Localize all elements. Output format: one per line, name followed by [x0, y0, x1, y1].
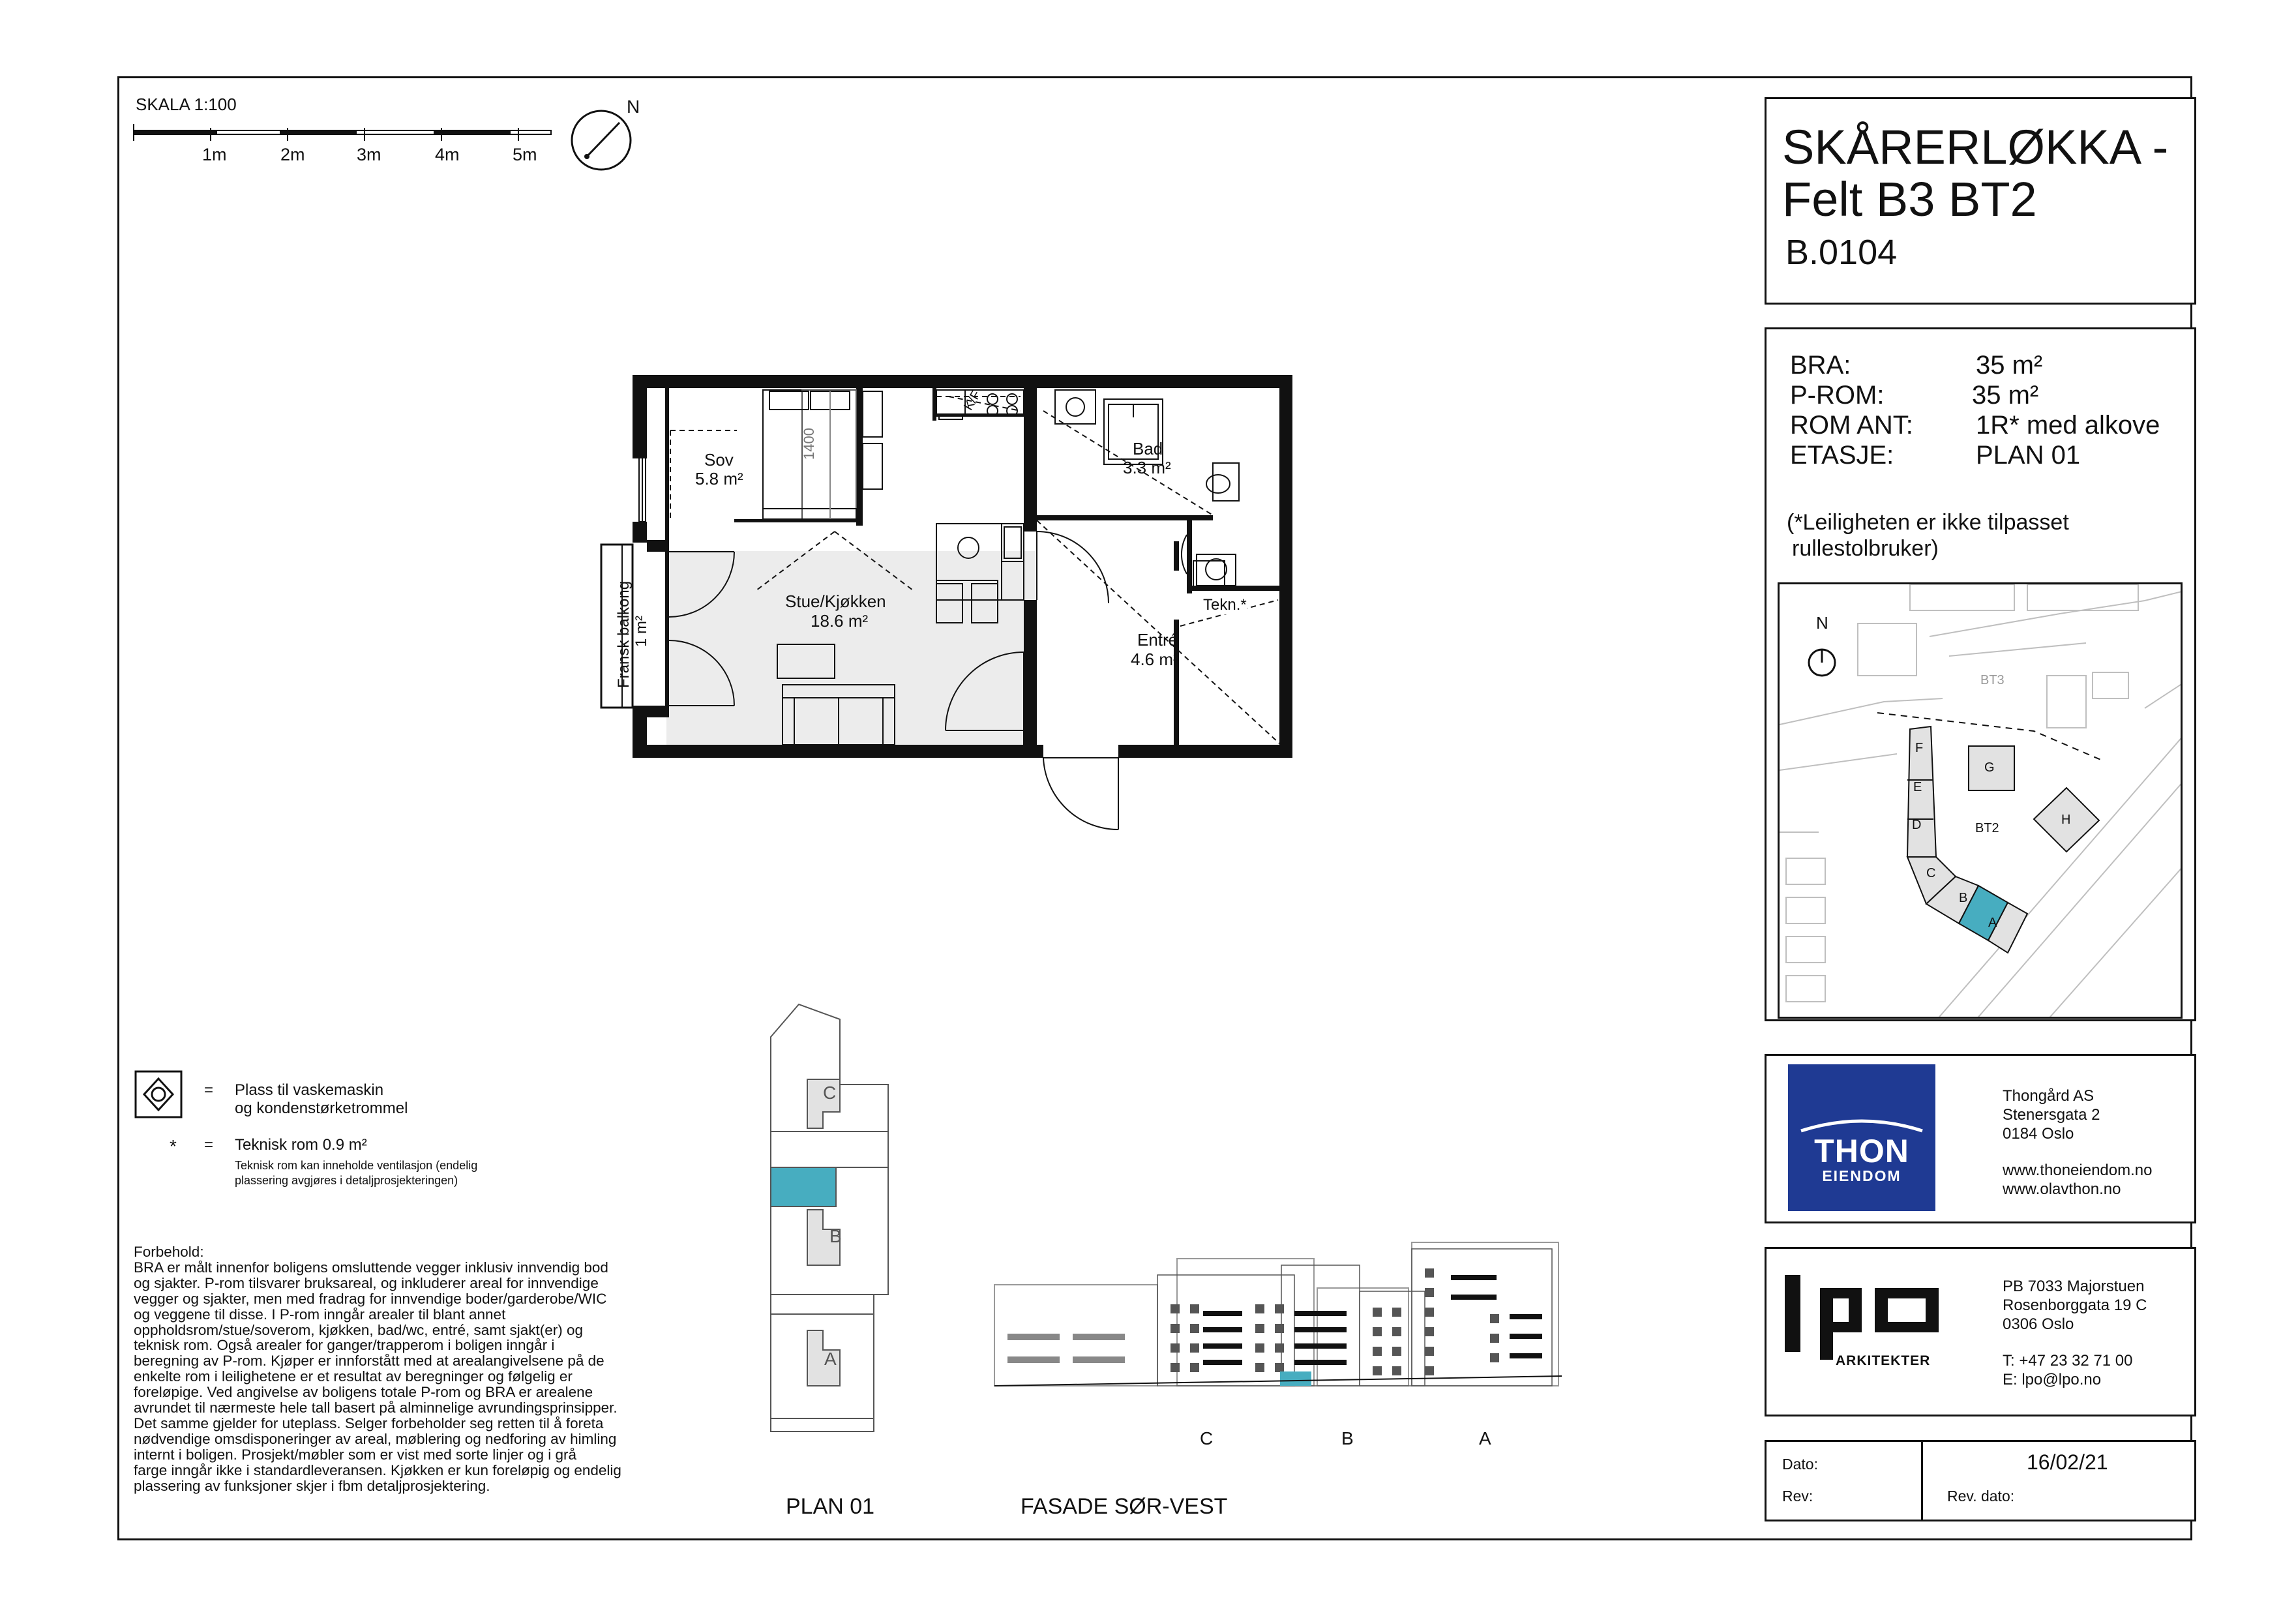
site-plan-g: G: [1984, 760, 1995, 775]
disclaimer: [134, 1244, 621, 1494]
thon-logo-subtext: EIENDOM: [1822, 1167, 1901, 1184]
plan-key-b: B: [829, 1226, 842, 1246]
balcony-area: 1 m²: [633, 616, 650, 647]
lpo-logo: [1783, 1275, 1940, 1360]
legend-tekn-note-1: Teknisk rom kan inneholde ventilasjon (endelig: [235, 1159, 478, 1172]
scale-tick-3m: 3m: [357, 145, 381, 164]
legend-tekn: Teknisk rom 0.9 m²: [235, 1136, 367, 1154]
legend-washer-line2: og kondenstørketrommel: [235, 1100, 408, 1117]
kitchen-kf-label: K/F: [961, 388, 984, 413]
disclaimer-line: avrundet til nærmeste hele tall basert på alminnelige avrundingsprinsipper.: [134, 1400, 618, 1416]
site-plan-e: E: [1913, 780, 1922, 794]
room-entre-name: Entré: [1137, 630, 1178, 650]
site-plan-c: C: [1926, 866, 1936, 880]
thon-web-link-1[interactable]: www.thoneiendom.no: [2003, 1161, 2153, 1179]
disclaimer-line: internt i boligen. Prosjekt/møbler som er vist med sorte linjer og i grå: [134, 1446, 577, 1463]
thon-logo: [1788, 1064, 1935, 1211]
room-bad-name: Bad: [1133, 439, 1163, 458]
scale-tick-4m: 4m: [435, 145, 460, 164]
room-bad-area: 3.3 m²: [1123, 458, 1171, 477]
lpo-street: Rosenborggata 19 C: [2003, 1296, 2147, 1314]
lpo-phone: T: +47 23 32 71 00: [2003, 1352, 2133, 1370]
project-subtitle: Felt B3 BT2: [1782, 172, 2037, 226]
scale-tick-5m: 5m: [513, 145, 537, 164]
info-prom-key: P-ROM:: [1790, 381, 1885, 410]
wheelchair-note-1: (*Leiligheten er ikke tilpasset: [1787, 510, 2069, 535]
facade-label-a: A: [1479, 1428, 1491, 1448]
disclaimer-line: Det samme gjelder for uteplass. Selger forbeholder seg retten til å foreta: [134, 1415, 604, 1431]
thon-street: Stenersgata 2: [2003, 1106, 2100, 1124]
site-plan-f: F: [1915, 741, 1924, 755]
site-plan-d: D: [1912, 818, 1922, 832]
plan-key-a: A: [824, 1349, 837, 1369]
disclaimer-line: og sjakter. P-rom tilsvarer bruksareal, og inkluderer areal for innvendige: [134, 1274, 599, 1291]
bed-dimension-label: 1400: [801, 428, 817, 460]
project-title: SKÅRERLØKKA -: [1782, 120, 2169, 174]
facade-caption: FASADE SØR-VEST: [1021, 1494, 1228, 1519]
disclaimer-line: BRA er målt innenfor boligens omsluttende vegger inklusiv innvendig bod: [134, 1259, 608, 1276]
north-label: N: [627, 97, 640, 117]
disclaimer-line: vegger og sjakter, men med fradrag for innvendige boder/garderobe/WIC: [134, 1290, 607, 1307]
site-plan: [1778, 582, 2183, 1019]
rev-label: Rev:: [1782, 1488, 1813, 1505]
plan-key-caption: PLAN 01: [786, 1494, 875, 1519]
date-label: Dato:: [1782, 1456, 1818, 1473]
wheelchair-note-2: rullestolbruker): [1792, 536, 1939, 561]
info-prom-value: 35 m²: [1972, 381, 2039, 410]
thon-web-link-2[interactable]: www.olavthon.no: [2003, 1180, 2121, 1198]
site-plan-a: A: [1988, 916, 1997, 930]
date-divider: [1921, 1440, 1923, 1521]
disclaimer-line: Forbehold:: [134, 1244, 204, 1260]
info-etasje-value: PLAN 01: [1976, 441, 2081, 470]
plan-key-c: C: [823, 1083, 837, 1103]
legend-washer-line1: Plass til vaskemaskin: [235, 1081, 384, 1099]
date-box: [1765, 1440, 2196, 1521]
info-etasje-key: ETASJE:: [1790, 441, 1894, 470]
thon-postal: 0184 Oslo: [2003, 1125, 2074, 1143]
facade-drawing: [994, 1242, 1562, 1431]
disclaimer-line: plassering av funksjoner skjer i fbm detaljprosjektering.: [134, 1477, 490, 1494]
legend-tekn-note-2: plassering avgjøres i detaljprosjekteringen): [235, 1174, 458, 1187]
legend-eq-1: =: [204, 1081, 214, 1099]
facade-label-c: C: [1200, 1428, 1214, 1448]
disclaimer-line: foreløpige. Ved angivelse av boligens totale P-rom og BRA er arealene: [134, 1384, 593, 1401]
disclaimer-line: og veggene til disse. I P-rom inngår arealer til blant annet: [134, 1306, 506, 1323]
site-plan-h: H: [2061, 813, 2071, 827]
room-sov-name: Sov: [704, 450, 734, 470]
site-plan-b: B: [1959, 891, 1968, 905]
site-plan-north: N: [1816, 613, 1828, 633]
site-plan-bt3: BT3: [1980, 673, 2005, 687]
unit-number: B.0104: [1785, 233, 1898, 272]
room-stue-area: 18.6 m²: [811, 611, 869, 631]
facade-highlight: [1280, 1371, 1311, 1386]
scale-tick-1m: 1m: [202, 145, 227, 164]
site-plan-bt2: BT2: [1975, 821, 1999, 835]
room-stue-name: Stue/Kjøkken: [785, 592, 886, 611]
info-bra-key: BRA:: [1790, 351, 1851, 380]
plan-key-diagram: [763, 1001, 893, 1445]
room-tekn-label: Tekn.*: [1203, 596, 1247, 614]
thon-logo-text: THON: [1814, 1133, 1909, 1169]
info-romant-key: ROM ANT:: [1790, 411, 1913, 440]
lpo-postal: 0306 Oslo: [2003, 1315, 2074, 1333]
rev-date-label: Rev. dato:: [1947, 1488, 2015, 1505]
info-bra-value: 35 m²: [1976, 351, 2043, 380]
disclaimer-line: teknisk rom. Også arealer for ganger/trapperom i boligen inngår i: [134, 1337, 555, 1354]
disclaimer-line: farge inngår ikke i standardleveransen. Kjøkken er kun foreløpig og endelig: [134, 1461, 621, 1478]
scale-label: SKALA 1:100: [136, 95, 237, 114]
balcony-name: Fransk balkong: [615, 580, 633, 688]
disclaimer-line: beregning av P-rom. Kjøper er innforstått med at arealangivelsene på de: [134, 1353, 604, 1370]
lpo-pb: PB 7033 Majorstuen: [2003, 1278, 2145, 1295]
scale-tick-2m: 2m: [280, 145, 305, 164]
disclaimer-line: enkelte rom i leilighetene er et resultat av beregninger og følgelig er: [134, 1368, 573, 1385]
date-value: 16/02/21: [2027, 1450, 2108, 1474]
disclaimer-line: nødvendige omsdisponeringer av areal, møblering og nedforing av himling: [134, 1430, 617, 1447]
washer-symbol-icon: [134, 1070, 183, 1119]
legend-star: *: [170, 1136, 177, 1156]
thon-company: Thongård AS: [2003, 1087, 2095, 1105]
lpo-email[interactable]: E: lpo@lpo.no: [2003, 1371, 2102, 1388]
scale-bar: [134, 124, 551, 143]
facade-label-b: B: [1341, 1428, 1354, 1448]
info-romant-value: 1R* med alkove: [1976, 411, 2160, 440]
room-sov-area: 5.8 m²: [695, 469, 743, 488]
disclaimer-line: oppholdsrom/stue/soverom, kjøkken, bad/wc, entré, samt sjakt(er) og: [134, 1321, 584, 1338]
room-entre-area: 4.6 m²: [1131, 650, 1179, 669]
legend-eq-2: =: [204, 1136, 214, 1154]
floor-plan: [587, 365, 1304, 861]
lpo-logo-subtext: ARKITEKTER: [1836, 1353, 1931, 1368]
